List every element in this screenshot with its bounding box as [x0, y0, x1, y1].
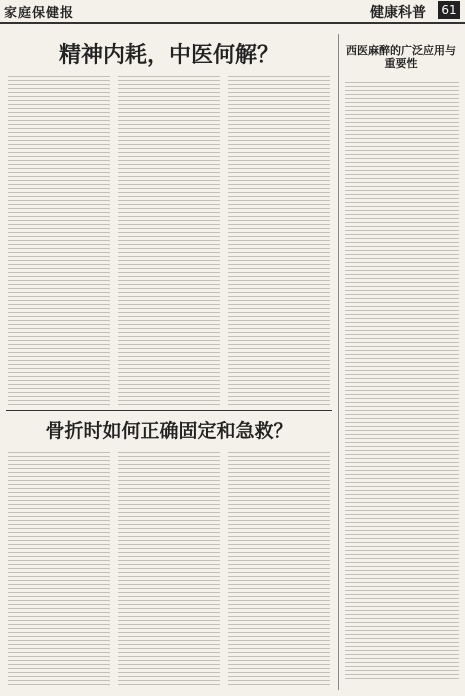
article1-body-col1 — [8, 76, 110, 406]
article3-title: 西医麻醉的广泛应用与重要性 — [346, 44, 456, 70]
article1-body-col3 — [228, 76, 330, 406]
section-divider — [6, 410, 332, 411]
article2-body-col3 — [228, 452, 330, 688]
article3-body — [345, 82, 459, 682]
article2-title: 骨折时如何正确固定和急救？ — [45, 420, 293, 442]
sub-header-right — [340, 24, 462, 33]
right-column — [338, 34, 463, 690]
masthead — [0, 0, 465, 24]
article2-body-col1 — [8, 452, 110, 688]
sub-header-left — [8, 24, 208, 33]
article1-title: 精神内耗，中医何解？ — [58, 42, 279, 68]
page-number: 61 — [438, 1, 460, 19]
article1-body-col2 — [118, 76, 220, 406]
left-column — [6, 34, 332, 690]
article2-body-col2 — [118, 452, 220, 688]
paper-name: 家庭保健报 — [4, 6, 75, 21]
section-title: 健康科普 — [370, 5, 426, 21]
